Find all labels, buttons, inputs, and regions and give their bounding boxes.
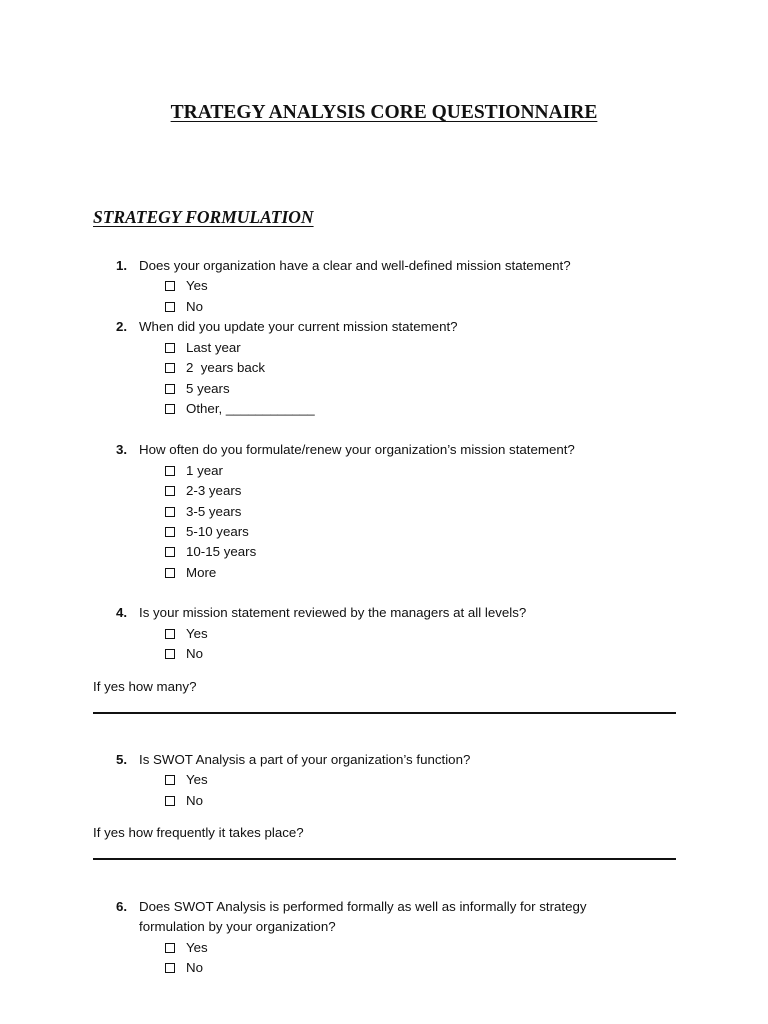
option-label: 1 year [186, 463, 223, 478]
checkbox[interactable] [165, 486, 175, 496]
option-q3-2-3-years[interactable] [0, 481, 768, 501]
checkbox[interactable] [165, 963, 175, 973]
option-label: Yes [186, 772, 208, 787]
followup-question-5: If yes how frequently it takes place? [93, 825, 304, 840]
option-label: Yes [186, 940, 208, 955]
checkbox[interactable] [165, 943, 175, 953]
checkbox[interactable] [165, 796, 175, 806]
option-q5-yes[interactable] [0, 770, 768, 790]
option-label: 3-5 years [186, 504, 242, 519]
checkbox[interactable] [165, 547, 175, 557]
option-q6-yes[interactable] [0, 938, 768, 958]
checkbox[interactable] [165, 384, 175, 394]
question-number: 4. [116, 605, 128, 620]
option-label: No [186, 960, 203, 975]
option-label: Yes [186, 278, 208, 293]
option-q3-5-10-years[interactable] [0, 522, 768, 542]
option-label: 2 years back [186, 360, 266, 375]
checkbox[interactable] [165, 281, 175, 291]
question-number: 5. [116, 752, 128, 767]
option-q5-no[interactable] [0, 791, 768, 811]
checkbox[interactable] [165, 343, 175, 353]
option-label: No [186, 299, 203, 314]
checkbox[interactable] [165, 568, 175, 578]
option-q2-last-year[interactable] [0, 338, 768, 358]
option-label: Yes [186, 626, 208, 641]
option-q3-3-5-years[interactable] [0, 502, 768, 522]
question-text: Is SWOT Analysis a part of your organization’s function? [139, 752, 471, 767]
document-title: TRATEGY ANALYSIS CORE QUESTIONNAIRE [170, 102, 598, 123]
question-text: Does SWOT Analysis is performed formally as well as informally for strategy [139, 899, 587, 914]
option-label: 2-3 years [186, 483, 242, 498]
answer-line-4[interactable] [93, 712, 676, 714]
option-label: More [186, 565, 217, 580]
answer-line-5[interactable] [93, 858, 676, 860]
option-q2-2-years[interactable] [0, 358, 768, 378]
question-number: 6. [116, 899, 128, 914]
option-label: Last year [186, 340, 241, 355]
section-heading: STRATEGY FORMULATION [93, 207, 314, 227]
option-q1-yes[interactable] [0, 276, 768, 296]
option-label: Other, ____________ [186, 401, 315, 416]
checkbox[interactable] [165, 527, 175, 537]
option-q1-no[interactable] [0, 297, 768, 317]
question-text: Does your organization have a clear and well-defined mission statement? [139, 258, 571, 273]
checkbox[interactable] [165, 629, 175, 639]
option-label: 5-10 years [186, 524, 249, 539]
option-label: 10-15 years [186, 544, 257, 559]
option-q2-other[interactable] [0, 399, 768, 419]
question-text: Is your mission statement reviewed by the managers at all levels? [139, 605, 527, 620]
checkbox[interactable] [165, 404, 175, 414]
checkbox[interactable] [165, 775, 175, 785]
option-q3-1-year[interactable] [0, 461, 768, 481]
checkbox[interactable] [165, 649, 175, 659]
option-q6-no[interactable] [0, 958, 768, 978]
question-number: 3. [116, 442, 128, 457]
option-label: No [186, 646, 203, 661]
option-label: No [186, 793, 203, 808]
option-q3-more[interactable] [0, 563, 768, 583]
question-text: formulation by your organization? [139, 919, 336, 934]
option-label: 5 years [186, 381, 230, 396]
followup-question-4: If yes how many? [93, 679, 197, 694]
question-text: When did you update your current mission statement? [139, 319, 458, 334]
checkbox[interactable] [165, 363, 175, 373]
option-q4-yes[interactable] [0, 624, 768, 644]
option-q4-no[interactable] [0, 644, 768, 664]
checkbox[interactable] [165, 507, 175, 517]
checkbox[interactable] [165, 302, 175, 312]
checkbox[interactable] [165, 466, 175, 476]
question-number: 2. [116, 319, 128, 334]
question-text: How often do you formulate/renew your organization’s mission statement? [139, 442, 575, 457]
option-q2-5-years[interactable] [0, 379, 768, 399]
option-q3-10-15-years[interactable] [0, 542, 768, 562]
question-number: 1. [116, 258, 128, 273]
